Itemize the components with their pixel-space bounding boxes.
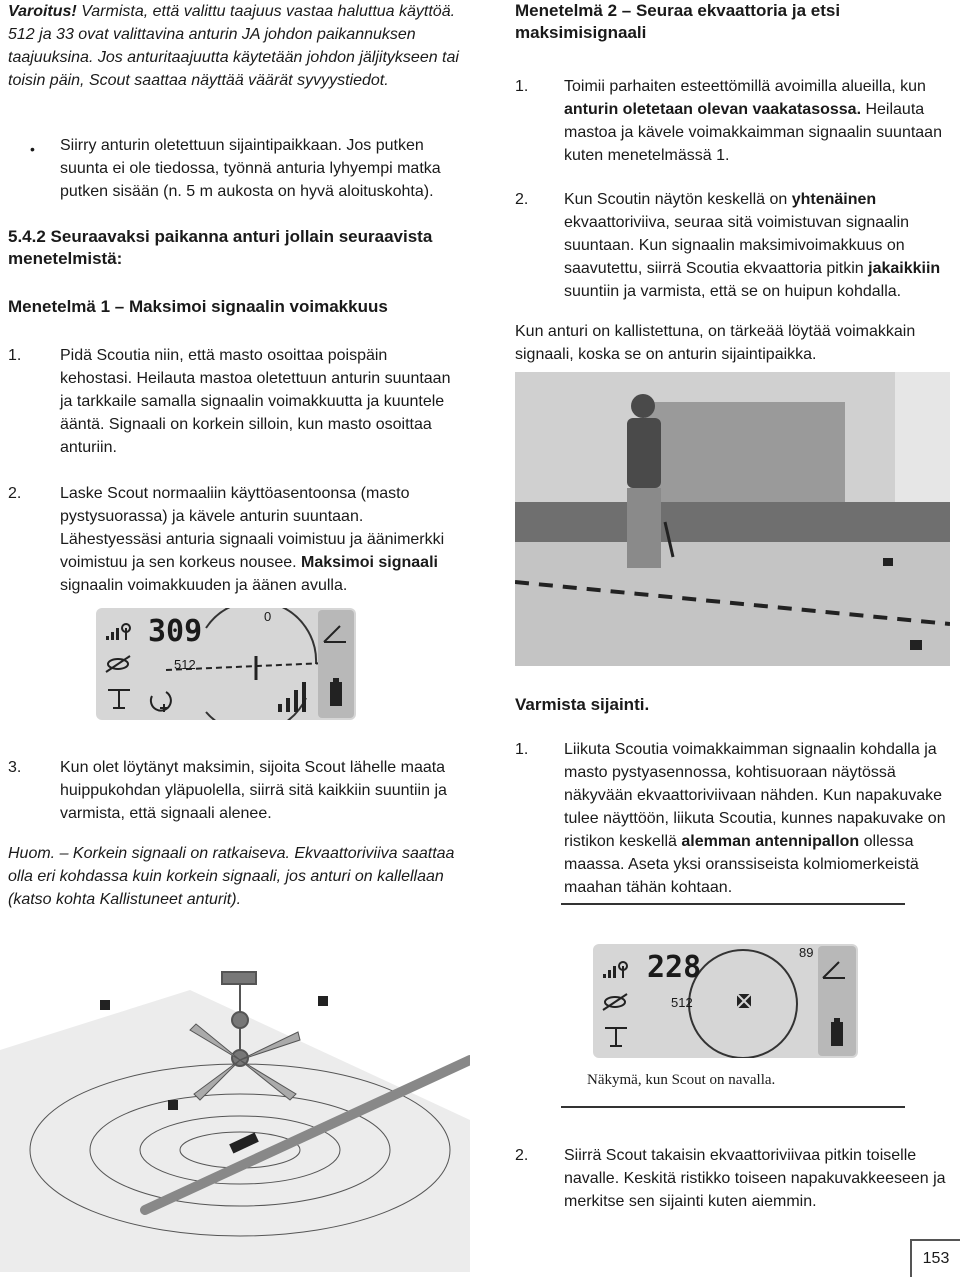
ground-icon <box>108 690 130 708</box>
v-item1-pre: Liikuta Scoutia voimakkaimman signaalin kohdalla ja masto pystyasennossa, kohtisuoraan näytössä näkyvään ekvaattoriviivaan nähden. Kun napakuvake tulee näyttöön, liikuta Scoutia, kunnes napakuvake on ristikon keskellä <box>564 741 946 851</box>
rule-bottom <box>561 1106 905 1108</box>
frequency-readout: 512 <box>174 657 196 672</box>
v-item1-number: 1. <box>515 741 529 758</box>
m2-item1-post: Heilauta mastoa ja kävele voimakkaimman signaalin suuntaan kuten menetelmässä 1. <box>564 101 942 165</box>
item3-number: 3. <box>8 759 22 776</box>
battery-icon <box>330 678 342 706</box>
angle-readout: 0 <box>264 609 272 624</box>
item2-text: Laske Scout normaaliin käyttöasentoonsa (masto pystysuorassa) ja kävele anturin suuntaan. Lähestyessäsi anturia signaali voimistuu ja äänimerkki voimistuu ja sen korkeus nousee. <box>60 485 445 572</box>
v-item1-paragraph <box>564 738 950 899</box>
m2-item1-pre: Toimii parhaiten esteettömillä avoimilla alueilla, kun <box>564 78 926 95</box>
item3-text: Kun olet löytänyt maksimin, sijoita Scout lähelle maata huippukohdan yläpuolella, siirrä sitä kaikkiin suuntiin ja varmista, että signaali alenee. <box>60 759 447 823</box>
m2-item2-paragraph <box>564 188 950 303</box>
ground-icon-2 <box>605 1028 627 1046</box>
m2-item1-paragraph <box>564 75 950 167</box>
signal-readout-2: 228 <box>647 950 702 985</box>
v-item1-bold: alemman antennipallon <box>681 833 860 851</box>
m2-item1-bold: anturin oletetaan olevan vaakatasossa. <box>564 101 862 119</box>
m2-item2-pre: Kun Scoutin näytön keskellä on <box>564 191 788 208</box>
person <box>627 394 661 568</box>
m2-item2-number: 2. <box>515 191 529 208</box>
method1-heading: Menetelmä 1 – Maksimoi signaalin voimakkuus <box>8 297 388 316</box>
v-item2-number: 2. <box>515 1147 529 1164</box>
field-lines-diagram <box>0 920 470 1272</box>
rule-top <box>561 903 905 905</box>
antenna-signal-icon-2 <box>603 962 627 978</box>
battery-icon-2 <box>831 1018 843 1046</box>
m2-item1-number: 1. <box>515 78 529 95</box>
hedge <box>515 502 950 542</box>
angle-readout-2: 89 <box>799 945 814 960</box>
warning-paragraph <box>8 0 460 92</box>
bullet-dot: • <box>30 141 35 157</box>
m2-item2-post: suuntiin ja varmista, että se on huipun kohdalla. <box>564 283 902 301</box>
tilt-paragraph: Kun anturi on kallistettuna, on tärkeää löytää voimakkain signaali, koska se on anturin sijaintipaikka. <box>515 323 916 364</box>
mode-rotate-icon <box>151 692 171 712</box>
item2-tail: signaalin voimakkuuden ja äänen avulla. <box>60 577 348 595</box>
v-item2-text: Siirrä Scout takaisin ekvaattoriviivaa pitkin toiselle navalle. Keskitä ristikko toiseen napakuvakkeeseen ja merkitse sen sijainti kuten aiemmin. <box>564 1147 946 1211</box>
display2-graphics <box>593 944 858 1058</box>
method2-heading: Menetelmä 2 – Seuraa ekvaattoria ja etsi maksimisignaali <box>515 1 841 43</box>
item1-number: 1. <box>8 347 22 364</box>
warning-label: Varoitus! <box>8 3 77 20</box>
m2-item2-bold1: yhtenäinen <box>791 191 877 208</box>
frequency-icon-2 <box>603 994 627 1010</box>
display-graphics <box>96 608 356 720</box>
field-photo <box>515 372 950 666</box>
display-caption: Näkymä, kun Scout on navalla. <box>587 1072 776 1088</box>
page-number: 153 <box>910 1239 960 1277</box>
note-paragraph: Huom. – Korkein signaali on ratkaiseva. Ekvaattoriviiva saattaa olla eri kohdassa kuin korkein signaali, jos anturi on kallellaan (katso kohta Kallistuneet anturit). <box>8 845 455 909</box>
scout-display-equator <box>96 608 356 720</box>
item2-bold: Maksimoi signaali <box>301 554 438 572</box>
m2-item2-bold2: jakaikkiin <box>868 260 941 278</box>
m2-item2-mid: ekvaattoriviiva, seuraa sitä voimistuvan signaalin suuntaan. Kun signaalin maksimivoimakkuus on saavutettu, siirrä Scoutia ekvaattoria pitkin <box>564 214 910 278</box>
warning-text: Varmista, että valittu taajuus vastaa haluttua käyttöä. 512 ja 33 ovat valittavina anturin JA johdon paikannuksen taajuuksina. Jos anturitaajuutta käytetään johdon jäljitykseen tai toisin päin, Scout saattaa näyttää väärät syvyystiedot. <box>8 3 459 90</box>
item2-paragraph <box>60 482 460 597</box>
bullet-paragraph: Siirry anturin oletettuun sijaintipaikkaan. Jos putken suunta ei ole tiedossa, työnnä anturia lyhyempi matka putken sisään (n. 5 m aukosta on hyvä aloituskohta). <box>60 137 441 201</box>
antenna-signal-icon <box>106 624 130 640</box>
section-heading: 5.4.2 Seuraavaksi paikanna anturi jollain seuraavista menetelmistä: <box>8 227 433 269</box>
signal-strength-bars <box>278 682 306 712</box>
v-item1-post: ollessa maassa. Aseta yksi oranssiseista kolmiomerkeistä maahan tähän kohtaan. <box>564 833 919 897</box>
frequency-icon <box>106 656 130 672</box>
signal-readout: 309 <box>148 614 203 649</box>
scout-display-pole <box>593 944 858 1058</box>
item2-number: 2. <box>8 485 22 502</box>
item1-text: Pidä Scoutia niin, että masto osoittaa poispäin kehostasi. Heilauta mastoa oletettuun anturin suuntaan ja tarkkaile samalla signaalin voimakkuutta ja kuuntele ääntä. Signaali on korkein silloin, kun masto osoittaa anturiin. <box>60 347 451 457</box>
verify-heading: Varmista sijainti. <box>515 695 650 714</box>
frequency-readout-2: 512 <box>671 995 693 1010</box>
